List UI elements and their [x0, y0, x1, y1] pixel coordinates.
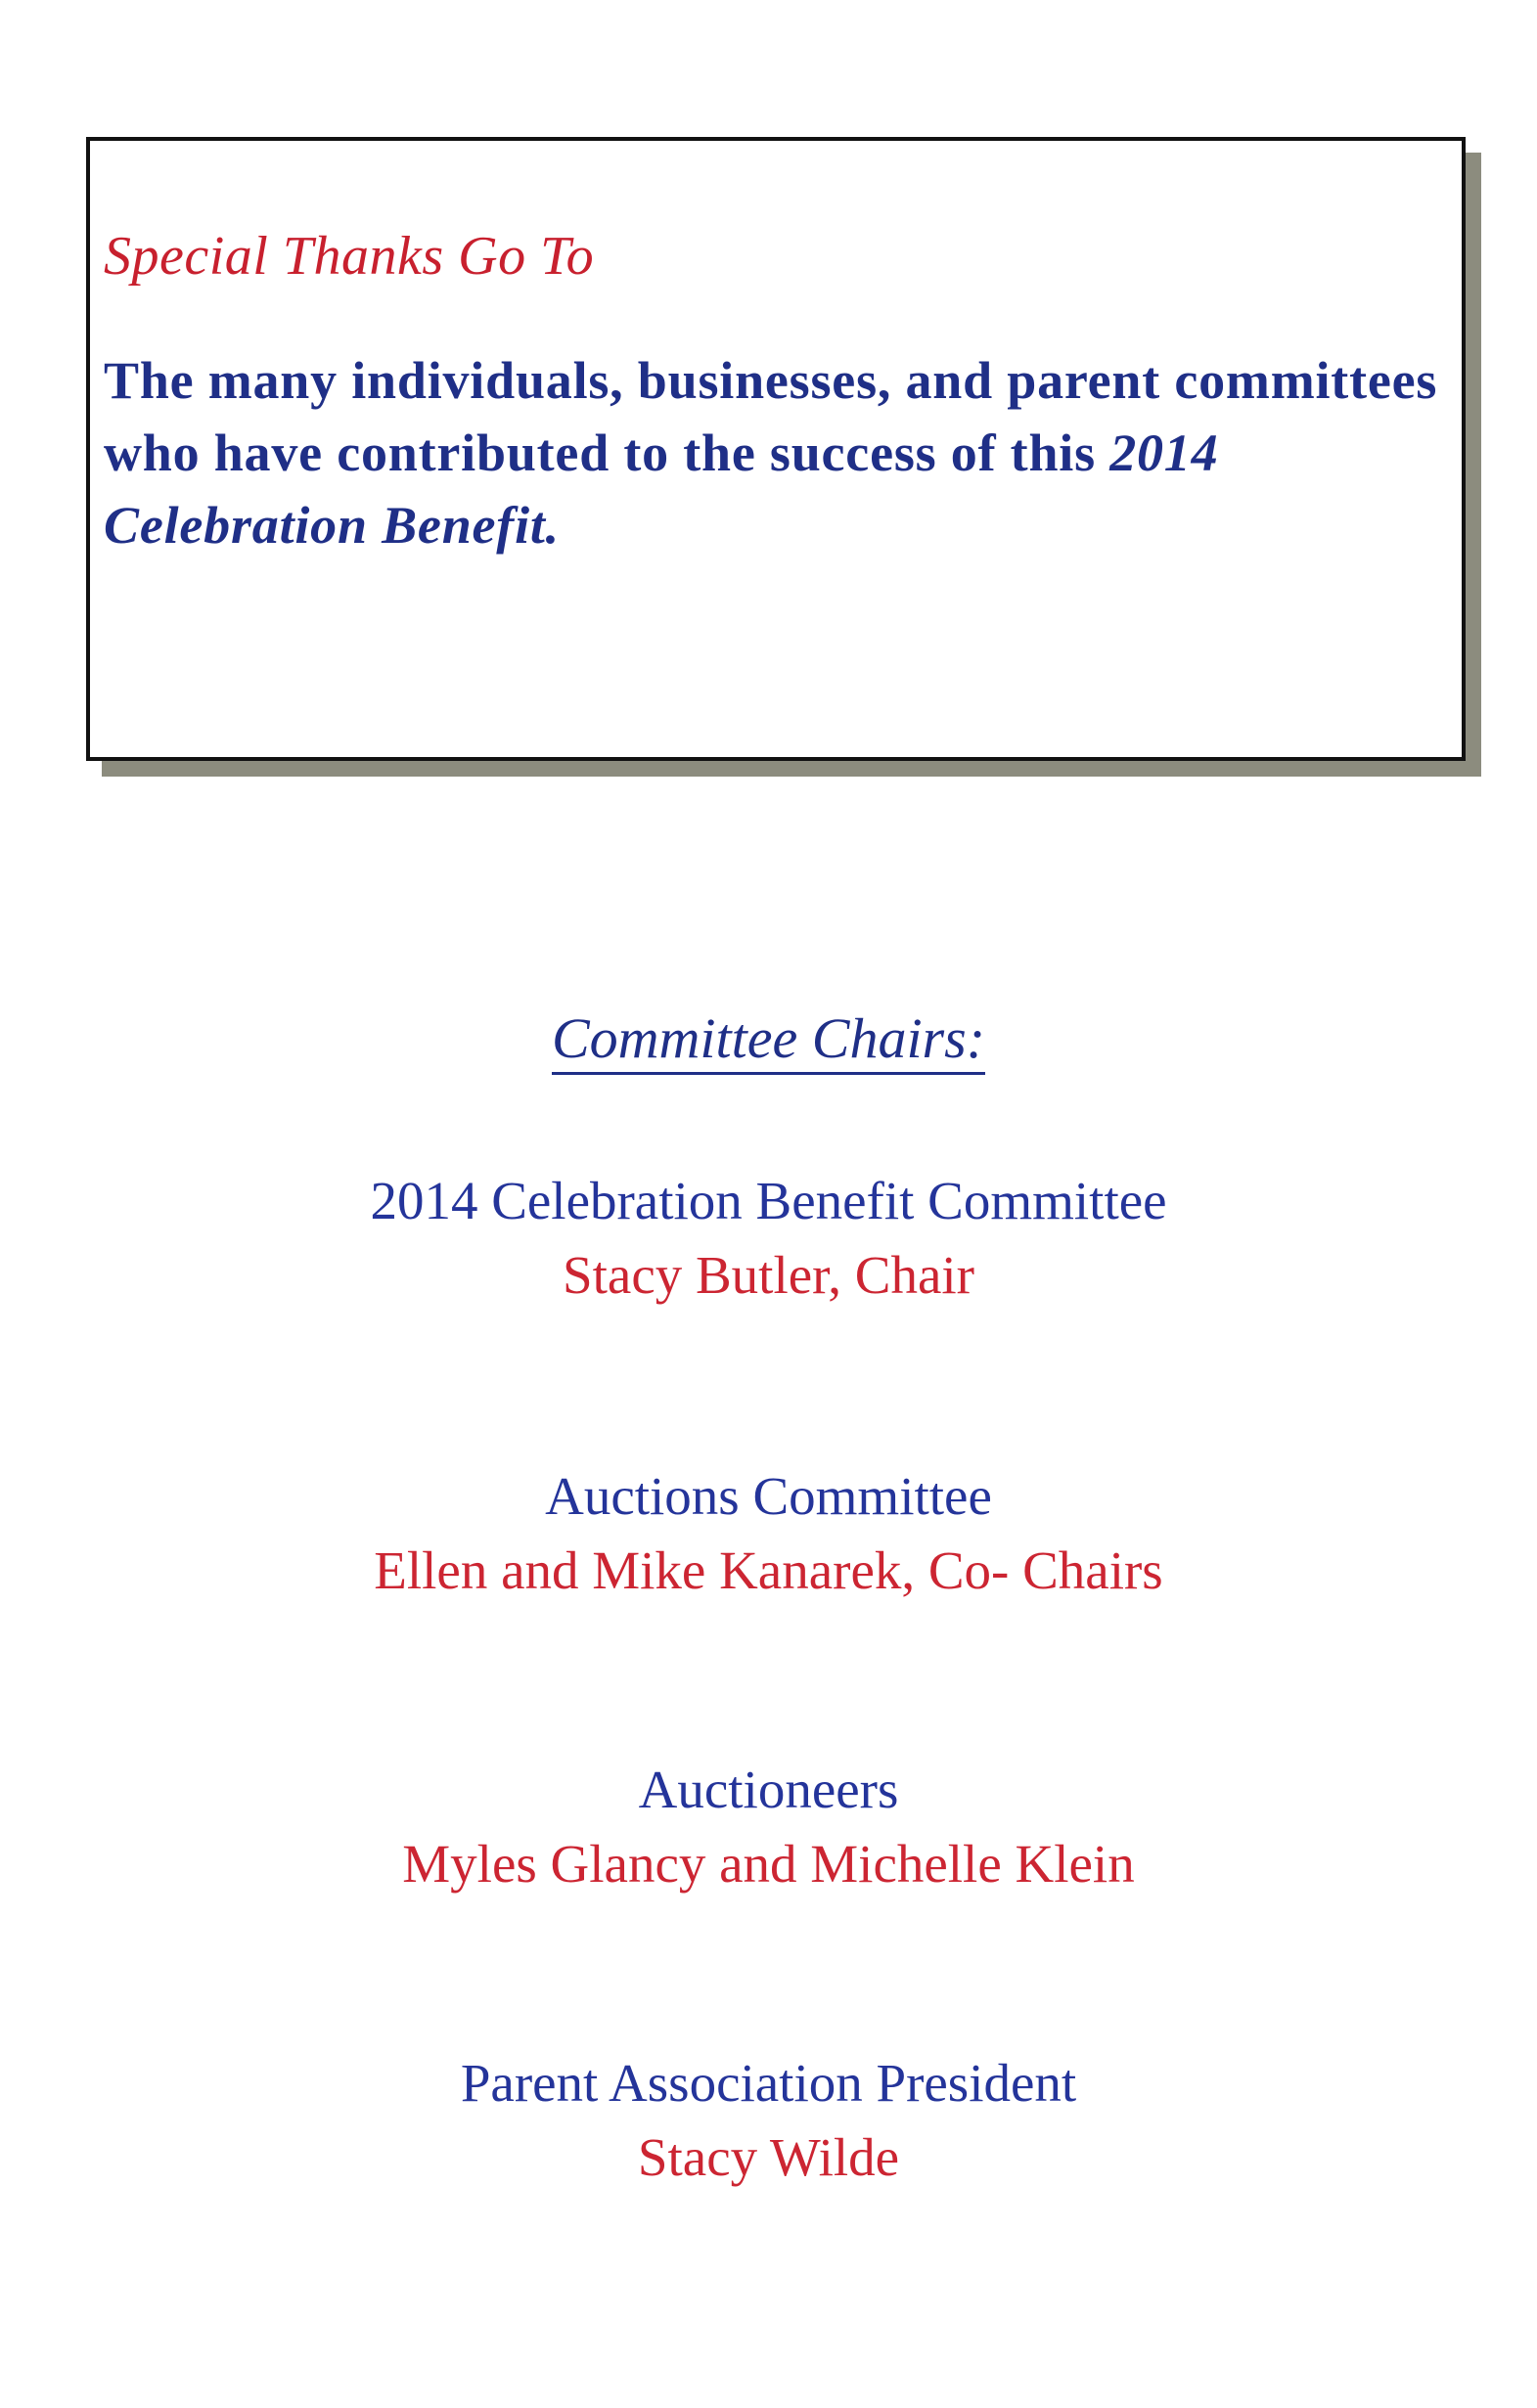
committee-group [0, 2046, 1537, 2195]
committee-group [0, 1753, 1537, 1901]
special-thanks-message-text: The many individuals, businesses, and parent committees who have contributed to the success of this [104, 350, 1438, 482]
committee-role: Parent Association President [460, 2053, 1077, 2113]
committee-people: Ellen and Mike Kanarek, Co- Chairs [374, 1540, 1163, 1600]
committee-role: Auctioneers [638, 1760, 899, 1819]
committee-people: Stacy Butler, Chair [563, 1245, 974, 1305]
committee-chairs-title: Committee Chairs: [552, 1007, 985, 1075]
special-thanks-box [86, 137, 1466, 761]
committee-group [0, 1164, 1537, 1313]
committee-chairs-header [0, 1007, 1537, 1075]
special-thanks-message [104, 344, 1440, 561]
committee-group [0, 1459, 1537, 1608]
special-thanks-heading: Special Thanks Go To [104, 226, 595, 287]
committee-people: Myles Glancy and Michelle Klein [402, 1834, 1135, 1894]
committee-role: Auctions Committee [545, 1466, 992, 1526]
committee-people: Stacy Wilde [637, 2127, 900, 2187]
event-name: 2014 Celebration Benefit. [104, 423, 1219, 555]
committee-role: 2014 Celebration Benefit Committee [370, 1171, 1167, 1230]
